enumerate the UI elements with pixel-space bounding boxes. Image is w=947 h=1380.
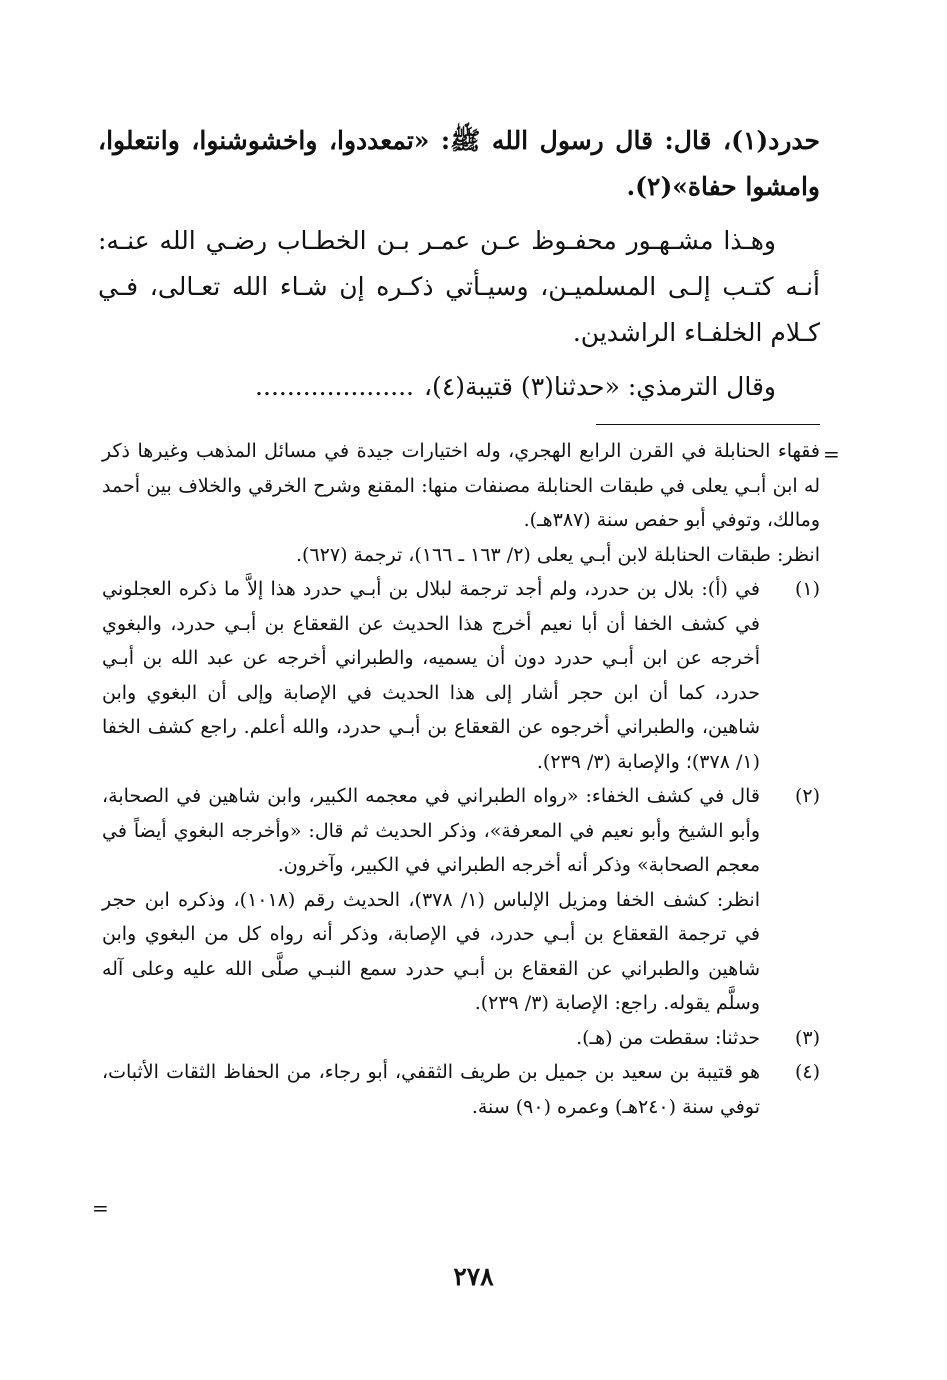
footnote-1 [102,572,820,779]
footnote-4 [102,1055,820,1124]
footnote-continuation-para: انظر: طبقات الحنابلة لابن أبـي يعلى (٢/ ١٦٣ ـ ١٦٦)، ترجمة (٦٢٧). [296,543,820,566]
footnote-continuation-para: فقهاء الحنابلة في القرن الرابع الهجري، وله اختيارات جيدة في مسائل المذهب وغيرها ذكر له ابن أبـي يعلى في طبقات الحنابلة مصنفات منها: المقنع وشرح الخرقي والخلاف بين أحمد ومالك، وتوفي أبو حفص سنة (٣٨٧هـ). [102,440,820,531]
continuation-mark-bottom: = [92,1196,109,1220]
main-paragraph-2: وهـذا مشـهـور محفـوظ عـن عمـر بـن الخطـاب رضـي الله عنـه: أنـه كتـب إلـى المسلميـن، وسيـأتي ذكـره إن شـاء الله تعـالى، فـي كـلام الخلفـاء الراشدين. [98,226,820,347]
footnote-3 [102,1021,820,1056]
footnote-number: (٢) [794,785,820,807]
footnotes [102,434,820,1124]
footnote-para: في (أ): بلال بن حدرد، ولم أجد ترجمة لبلال بن أبـي حدرد هذا إلاَّ ما ذكره العجلوني في كشف الخفا أن أبا نعيم أخرج هذا الحديث عن القعقاع بن أبـي حدرد، والبغوي أخرجه عن ابن أبـي حدرد دون أن يسميه، والطبراني أخرجه عن عبد الله بن أبـي حدرد، كما أن ابن حجر أشار إلى هذا الحديث في الإصابة وإلى أن البغوي وابن شاهين، والطبراني أخرجوه عن القعقاع بن أبـي حدرد، والله أعلم. راجع كشف الخفا (١/ ٣٧٨)؛ والإصابة (٣/ ٢٣٩). [102,578,760,773]
elision-dots: .................... [255,372,414,401]
footnote-number: (١) [794,578,820,600]
main-paragraph-1: حدرد(١)، قال: قال رسول الله ﷺ: «تمعددوا، واخشوشنوا، وانتعلوا، وامشوا حفاة»(٢). [98,126,820,201]
footnote-number: (٤) [794,1061,820,1083]
footnote-para: قال في كشف الخفاء: «رواه الطبراني في معجمه الكبير، وابن شاهين في الصحابة، وأبو الشيخ وأبو نعيم في المعرفة»، وذكر الحديث ثم قال: «وأخرجه البغوي أيضاً في معجم الصحابة» وذكر أنه أخرجه الطبراني في الكبير، وآخرون. [102,785,760,876]
page-number: ٢٧٨ [453,1262,494,1291]
main-paragraph-3 [98,364,820,410]
main-text [98,118,820,410]
footnote-number: (٣) [794,1026,820,1049]
footnote-para: حدثنا: سقطت من (هـ). [576,1026,760,1049]
footnote-continuation [102,434,820,572]
continuation-mark-top: = [823,442,840,466]
footnote-para: هو قتيبة بن سعيد بن جميل بن طريف الثقفي، أبو رجاء، من الحفاظ الثقات الأثبات، توفي سنة (٢٤٠هـ) وعمره (٩٠) سنة. [102,1061,760,1118]
footnote-divider [596,424,820,425]
main-paragraph-3-text: وقال الترمذي: «حدثنا(٣) قتيبة(٤)، [423,372,776,401]
footnote-2 [102,779,820,1021]
footnote-para: انظر: كشف الخفا ومزيل الإلباس (١/ ٣٧٨)، الحديث رقم (١٠١٨)، وذكره ابن حجر في ترجمة القعقاع بن أبـي حدرد، في الإصابة، وذكر أنه رواه كل من البغوي وابن شاهين والطبراني عن القعقاع بن أبـي حدرد سمع النبـي صلَّى الله عليه وعلى آله وسلَّم يقوله. راجع: الإصابة (٣/ ٢٣٩). [102,888,760,1014]
